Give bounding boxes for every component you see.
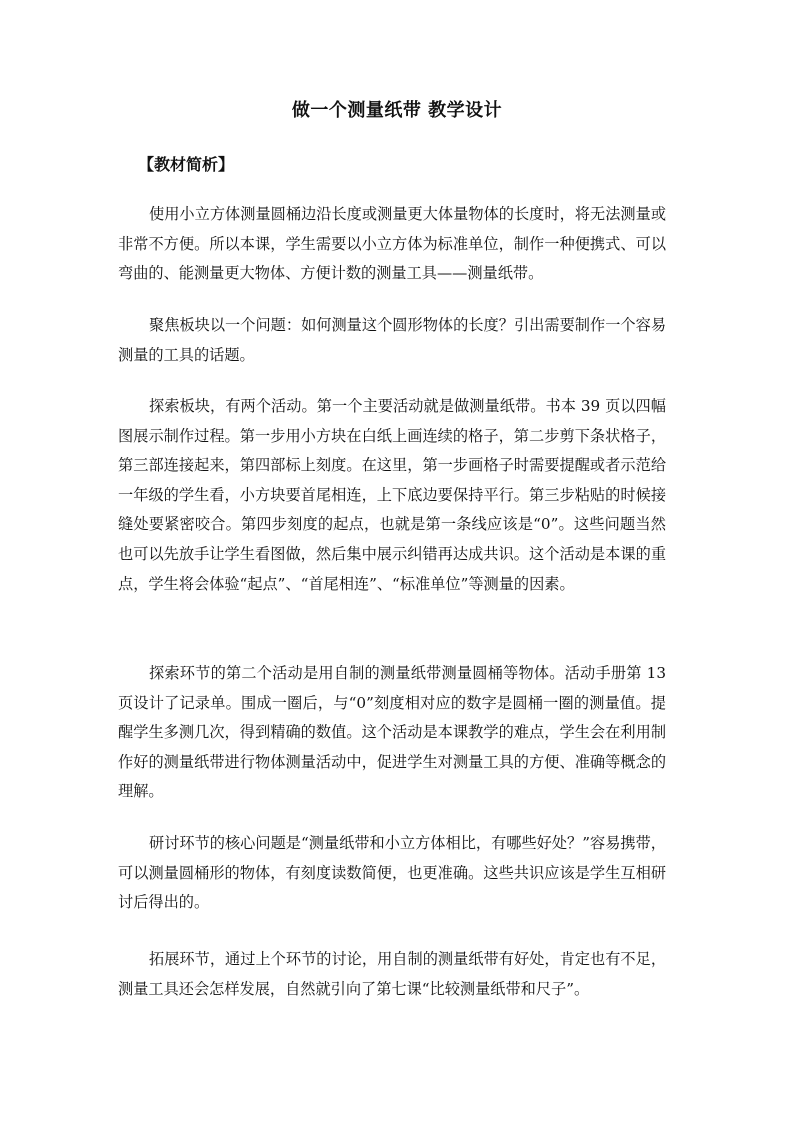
paragraph-6: 拓展环节，通过上个环节的讨论，用自制的测量纸带有好处，肯定也有不足，测量工具还会怎样发展，自然就引向了第七课“比较测量纸带和尺子”。 xyxy=(118,950,666,998)
paragraph-5: 研讨环节的核心问题是“测量纸带和小立方体相比，有哪些好处？”容易携带，可以测量圆桶形的物体，有刻度读数简便，也更准确。这些共识应该是学生互相研讨后得出的。 xyxy=(118,834,666,912)
document-title: 做一个测量纸带 教学设计 xyxy=(291,100,503,121)
paragraph-2: 聚焦板块以一个问题：如何测量这个圆形物体的长度？引出需要制作一个容易测量的工具的话题。 xyxy=(118,316,666,364)
paragraph-4: 探索环节的第二个活动是用自制的测量纸带测量圆桶等物体。活动手册第 13 页设计了记录单。围成一圈后，与“0”刻度相对应的数字是圆桶一圈的测量值。提醒学生多测几次，得到精确的数值。这个活动是本课教学的难点，学生会在利用制作好的测量纸带进行物体测量活动中，促进学生对测量工具的方便、准确等概念的理解。 xyxy=(118,664,666,801)
paragraph-1: 使用小立方体测量圆桶边沿长度或测量更大体量物体的长度时，将无法测量或非常不方便。所以本课，学生需要以小立方体为标准单位，制作一种便携式、可以弯曲的、能测量更大物体、方便计数的测量工具——测量纸带。 xyxy=(118,205,666,283)
paragraph-3: 探索板块，有两个活动。第一个主要活动就是做测量纸带。书本 39 页以四幅图展示制作过程。第一步用小方块在白纸上画连续的格子，第二步剪下条状格子，第三部连接起来，第四部标上刻度。在这里，第一步画格子时需要提醒或者示范给一年级的学生看，小方块要首尾相连，上下底边要保持平行。第三步粘贴的时候接缝处要紧密咬合。第四步刻度的起点，也就是第一条线应该是“0”。这些问题当然也可以先放手让学生看图做，然后集中展示纠错再达成共识。这个活动是本课的重点，学生将会体验“起点”、“首尾相连”、“标准单位”等测量的因素。 xyxy=(118,397,666,593)
section-heading: 【教材简析】 xyxy=(138,155,235,174)
